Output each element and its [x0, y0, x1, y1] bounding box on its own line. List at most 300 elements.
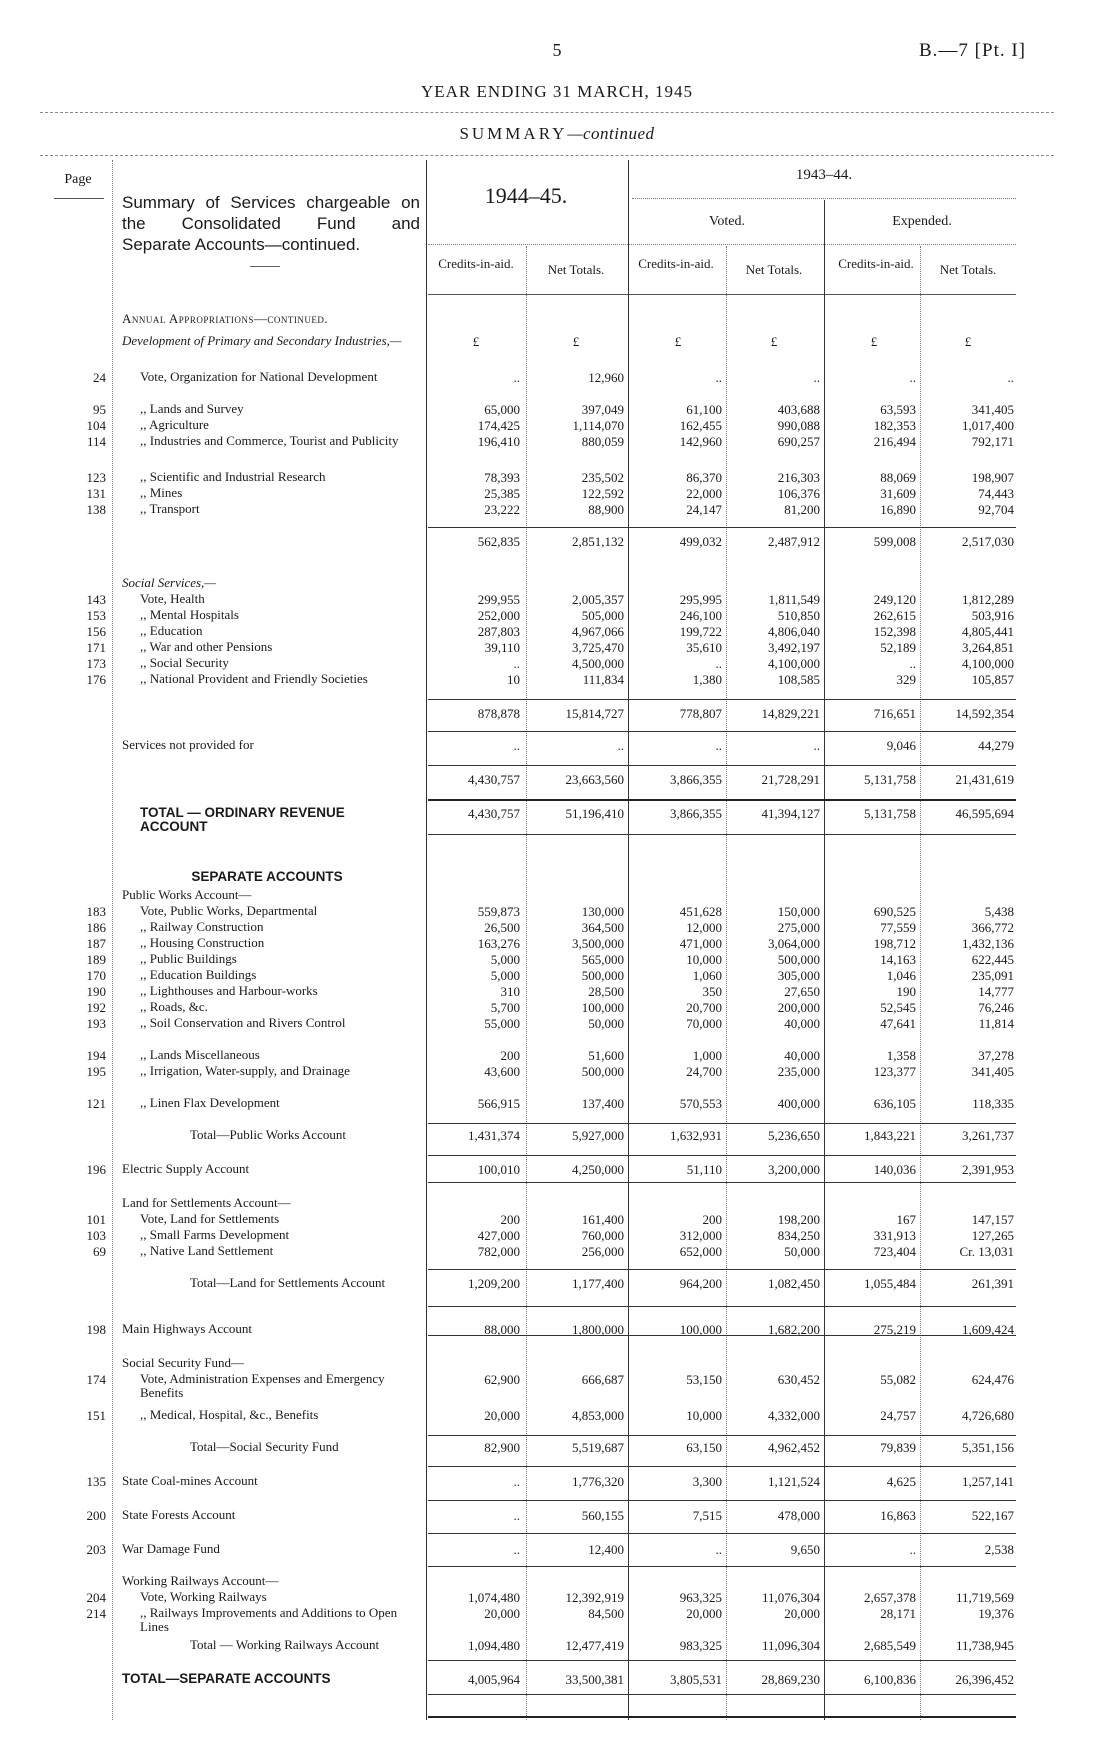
- row-value-col-4: 990,088: [777, 418, 820, 433]
- row-value-col-5: ..: [909, 656, 916, 671]
- row-value-col-3: 86,370: [686, 470, 722, 485]
- row-value-col-2: 2,005,357: [572, 592, 624, 607]
- row-value-col-5: ..: [909, 370, 916, 385]
- row-value-col-2: ..: [617, 738, 624, 753]
- total-rule: [428, 1269, 1016, 1270]
- row-value-col-6: 2,538: [984, 1542, 1014, 1557]
- total-rule: [428, 1716, 1016, 1718]
- row-value-col-3: 1,000: [692, 1048, 722, 1063]
- row-value-col-2: 4,853,000: [572, 1408, 624, 1423]
- row-page-ref: 189: [86, 952, 106, 967]
- row-value-col-5: 262,615: [873, 608, 916, 623]
- table-row: [0, 402, 1114, 418]
- subheader-rule: [428, 244, 1016, 245]
- row-value-col-6: 1,017,400: [962, 418, 1014, 433]
- row-value-col-2: 235,502: [581, 470, 624, 485]
- row-value-col-4: 14,829,221: [761, 706, 820, 721]
- row-value-col-3: ..: [715, 656, 722, 671]
- row-value-col-6: 341,405: [971, 1064, 1014, 1079]
- row-value-col-3: 22,000: [686, 486, 722, 501]
- row-value-col-5: 690,525: [873, 904, 916, 919]
- row-description-education-buildings: ,, Education Buildings: [140, 967, 257, 982]
- row-value-col-2: 364,500: [581, 920, 624, 935]
- table-row: [0, 640, 1114, 656]
- total-rule: [428, 765, 1016, 766]
- row-value-col-4: 11,076,304: [761, 1590, 820, 1605]
- row-value-col-1: 559,873: [477, 904, 520, 919]
- table-row: [0, 1228, 1114, 1244]
- row-value-col-1: 20,000: [484, 1408, 520, 1423]
- row-value-col-1: 39,110: [484, 640, 520, 655]
- row-value-col-4: 1,121,524: [768, 1474, 820, 1489]
- table-row: [0, 706, 1114, 722]
- row-value-col-3: 12,000: [686, 920, 722, 935]
- row-description-lands-and-survey: ,, Lands and Survey: [140, 401, 244, 416]
- row-value-col-1: 200: [500, 1212, 520, 1227]
- row-value-col-5: 182,353: [873, 418, 916, 433]
- row-page-ref: 200: [86, 1508, 106, 1523]
- row-description-lands-miscellaneous: ,, Lands Miscellaneous: [140, 1047, 260, 1062]
- row-value-col-3: 499,032: [679, 534, 722, 549]
- row-value-col-4: 216,303: [777, 470, 820, 485]
- row-value-col-3: 652,000: [679, 1244, 722, 1259]
- row-page-ref: 203: [86, 1542, 106, 1557]
- row-value-col-2: 12,960: [588, 370, 624, 385]
- row-value-col-3: 1,060: [692, 968, 722, 983]
- row-value-col-3: 53,150: [686, 1372, 722, 1387]
- row-value-col-1: 20,000: [484, 1606, 520, 1621]
- row-value-col-4: 4,332,000: [768, 1408, 820, 1423]
- row-value-col-5: 5,131,758: [864, 772, 916, 787]
- row-value-col-1: 299,955: [477, 592, 520, 607]
- row-value-col-4: 3,200,000: [768, 1162, 820, 1177]
- row-value-col-2: 1,177,400: [572, 1276, 624, 1291]
- row-value-col-6: 44,279: [978, 738, 1014, 753]
- row-value-col-6: 341,405: [971, 402, 1014, 417]
- row-value-col-4: 150,000: [777, 904, 820, 919]
- row-value-col-6: 4,805,441: [962, 624, 1014, 639]
- row-value-col-1: 4,430,757: [468, 772, 520, 787]
- row-value-col-3: 1,632,931: [670, 1128, 722, 1143]
- row-value-col-2: 256,000: [581, 1244, 624, 1259]
- row-description-national-provident-and-friendly-societie: ,, National Provident and Friendly Societies: [140, 671, 368, 686]
- row-value-col-5: 88,069: [880, 470, 916, 485]
- row-value-col-6: 26,396,452: [955, 1672, 1014, 1687]
- row-page-ref: 193: [86, 1016, 106, 1031]
- row-value-col-2: 84,500: [588, 1606, 624, 1621]
- row-value-col-6: 92,704: [978, 502, 1014, 517]
- row-value-col-3: 70,000: [686, 1016, 722, 1031]
- row-page-ref: 143: [86, 592, 106, 607]
- row-value-col-1: 196,410: [477, 434, 520, 449]
- row-value-col-4: 20,000: [784, 1606, 820, 1621]
- row-value-col-5: 198,712: [873, 936, 916, 951]
- row-description-social-security-fund: Social Security Fund—: [122, 1355, 245, 1370]
- summary-title: SUMMARY—continued: [459, 124, 655, 143]
- table-row: [0, 1508, 1114, 1524]
- row-value-col-6: 622,445: [971, 952, 1014, 967]
- row-value-col-2: 560,155: [581, 1508, 624, 1523]
- row-value-col-6: 4,726,680: [962, 1408, 1014, 1423]
- row-page-ref: 192: [86, 1000, 106, 1015]
- row-page-ref: 101: [86, 1212, 106, 1227]
- total-rule: [428, 1533, 1016, 1534]
- row-page-ref: 123: [86, 470, 106, 485]
- row-value-col-1: 25,385: [484, 486, 520, 501]
- row-description-social-services: Social Services,—: [122, 575, 216, 590]
- row-value-col-1: 310: [500, 984, 520, 999]
- row-value-col-2: 880,059: [581, 434, 624, 449]
- year-title: YEAR ENDING 31 MARCH, 1945: [420, 82, 694, 101]
- row-value-col-5: 329: [896, 672, 916, 687]
- row-description-vote-administration-expenses-and-emergen: Vote, Administration Expenses and Emergency Benefits: [140, 1371, 385, 1400]
- row-value-col-3: 20,000: [686, 1606, 722, 1621]
- row-value-col-3: 20,700: [686, 1000, 722, 1015]
- row-page-ref: 195: [86, 1064, 106, 1079]
- row-value-col-3: 963,325: [679, 1590, 722, 1605]
- row-description-medical-hospital-c-benefits: ,, Medical, Hospital, &c., Benefits: [140, 1407, 319, 1422]
- row-description-annual-appropriations-continued: Annual Appropriations—continued.: [122, 311, 329, 326]
- row-value-col-1: 5,000: [490, 952, 520, 967]
- row-value-col-2: 137,400: [581, 1096, 624, 1111]
- row-page-ref: 194: [86, 1048, 106, 1063]
- row-value-col-6: 261,391: [971, 1276, 1014, 1291]
- row-value-col-1: 88,000: [484, 1322, 520, 1337]
- header-bottom-rule: [428, 294, 1016, 295]
- row-value-col-5: 14,163: [880, 952, 916, 967]
- row-description-electric-supply-account: Electric Supply Account: [122, 1161, 250, 1176]
- row-value-col-5: 79,839: [880, 1440, 916, 1455]
- row-value-col-4: 834,250: [777, 1228, 820, 1243]
- table-row: [0, 1590, 1114, 1606]
- row-description-small-farms-development: ,, Small Farms Development: [140, 1227, 290, 1242]
- row-value-col-2: 760,000: [581, 1228, 624, 1243]
- row-value-col-6: 198,907: [971, 470, 1014, 485]
- row-value-col-4: 4,806,040: [768, 624, 820, 639]
- row-value-col-1: 4,005,964: [468, 1672, 520, 1687]
- row-value-col-6: 46,595,694: [955, 806, 1014, 821]
- row-value-col-3: 3,866,355: [670, 806, 722, 821]
- row-page-ref: 187: [86, 936, 106, 951]
- row-value-col-2: 88,900: [588, 502, 624, 517]
- table-row: [0, 1276, 1114, 1292]
- row-page-ref: 196: [86, 1162, 106, 1177]
- row-value-col-5: 2,657,378: [864, 1590, 916, 1605]
- row-value-col-1: 252,000: [477, 608, 520, 623]
- row-value-col-3: ..: [715, 1542, 722, 1557]
- voted-header: Voted.: [709, 214, 745, 229]
- row-value-col-5: 9,046: [886, 738, 916, 753]
- row-value-col-1: 100,010: [477, 1162, 520, 1177]
- row-value-col-2: 4,500,000: [572, 656, 624, 671]
- row-page-ref: 95: [93, 402, 106, 417]
- row-page-ref: 214: [86, 1606, 106, 1621]
- row-value-col-4: ..: [813, 370, 820, 385]
- row-value-col-1: 200: [500, 1048, 520, 1063]
- row-description-scientific-and-industrial-research: ,, Scientific and Industrial Research: [140, 469, 326, 484]
- table-row: [0, 470, 1114, 486]
- row-value-col-2: 50,000: [588, 1016, 624, 1031]
- table-row: [0, 1356, 1114, 1372]
- row-value-col-3: 3,805,531: [670, 1672, 722, 1687]
- row-value-col-6: 14,592,354: [955, 706, 1014, 721]
- row-value-col-1: 878,878: [477, 706, 520, 721]
- row-value-col-1: 1,074,480: [468, 1590, 520, 1605]
- row-value-col-4: 41,394,127: [761, 806, 820, 821]
- row-value-col-3: 7,515: [692, 1508, 722, 1523]
- row-page-ref: 186: [86, 920, 106, 935]
- row-value-col-5: 599,008: [873, 534, 916, 549]
- row-value-col-3: 162,455: [679, 418, 722, 433]
- row-value-col-6: 37,278: [978, 1048, 1014, 1063]
- credits-header-voted: Credits-in-aid.: [638, 256, 714, 271]
- row-value-col-4: 305,000: [777, 968, 820, 983]
- row-value-col-2: 23,663,560: [565, 772, 624, 787]
- row-value-col-1: ..: [513, 1474, 520, 1489]
- row-value-col-4: 40,000: [784, 1016, 820, 1031]
- top-divider: [40, 112, 1054, 113]
- row-value-col-1: 287,803: [477, 624, 520, 639]
- row-description-industries-and-commerce-tourist-and-publ: ,, Industries and Commerce, Tourist and Publicity: [140, 433, 399, 448]
- row-value-col-6: 76,246: [978, 1000, 1014, 1015]
- row-value-col-4: 478,000: [777, 1508, 820, 1523]
- row-value-col-6: 118,335: [972, 1096, 1014, 1111]
- row-value-col-1: 1,431,374: [468, 1128, 520, 1143]
- row-page-ref: 104: [86, 418, 106, 433]
- row-description-mental-hospitals: ,, Mental Hospitals: [140, 607, 239, 622]
- row-value-col-5: 4,625: [886, 1474, 916, 1489]
- row-value-col-3: 24,147: [686, 502, 722, 517]
- row-value-col-6: 366,772: [971, 920, 1014, 935]
- row-value-col-2: 15,814,727: [565, 706, 624, 721]
- row-description-total-working-railways-account: Total — Working Railways Account: [190, 1637, 380, 1652]
- row-value-col-6: 1,432,136: [962, 936, 1014, 951]
- row-description-state-coal-mines-account: State Coal-mines Account: [122, 1473, 258, 1488]
- row-value-col-6: 127,265: [971, 1228, 1014, 1243]
- row-value-col-5: 249,120: [873, 592, 916, 607]
- row-value-col-4: 630,452: [777, 1372, 820, 1387]
- row-value-col-3: 61,100: [686, 402, 722, 417]
- row-value-col-1: ..: [513, 656, 520, 671]
- row-value-col-4: 28,869,230: [761, 1672, 820, 1687]
- row-value-col-2: 111,834: [582, 672, 624, 687]
- row-page-ref: 173: [86, 656, 106, 671]
- row-value-col-3: 51,110: [686, 1162, 722, 1177]
- row-value-col-2: 397,049: [581, 402, 624, 417]
- row-value-col-1: 163,276: [477, 936, 520, 951]
- row-page-ref: 131: [86, 486, 106, 501]
- row-value-col-3: 471,000: [679, 936, 722, 951]
- row-value-col-5: 16,890: [880, 502, 916, 517]
- row-description-land-for-settlements-account: Land for Settlements Account—: [122, 1195, 291, 1210]
- row-page-ref: 103: [86, 1228, 106, 1243]
- row-value-col-6: 522,167: [971, 1508, 1014, 1523]
- row-value-col-4: 108,585: [777, 672, 820, 687]
- row-value-col-1: 1,209,200: [468, 1276, 520, 1291]
- row-value-col-3: 3,866,355: [670, 772, 722, 787]
- row-page-ref: 170: [86, 968, 106, 983]
- row-description-total-land-for-settlements-account: Total—Land for Settlements Account: [190, 1275, 386, 1290]
- document-reference: B.—7 [Pt. I]: [919, 40, 1026, 61]
- row-description-main-highways-account: Main Highways Account: [122, 1321, 252, 1336]
- row-value-col-1: ..: [513, 738, 520, 753]
- row-value-col-3: 63,150: [686, 1440, 722, 1455]
- row-value-col-5: 636,105: [873, 1096, 916, 1111]
- row-value-col-6: 235,091: [971, 968, 1014, 983]
- row-value-col-1: 65,000: [484, 402, 520, 417]
- page-number: 5: [552, 40, 562, 60]
- row-value-col-2: 2,851,132: [572, 534, 624, 549]
- row-value-col-5: 716,651: [873, 706, 916, 721]
- row-value-col-2: 500,000: [581, 968, 624, 983]
- total-rule: [428, 1466, 1016, 1467]
- total-rule: [428, 1306, 1016, 1307]
- row-value-col-2: 51,196,410: [565, 806, 624, 821]
- row-value-col-5: 28,171: [880, 1606, 916, 1621]
- table-row: [0, 624, 1114, 640]
- row-value-col-1: 174,425: [477, 418, 520, 433]
- row-value-col-5: 55,082: [880, 1372, 916, 1387]
- row-value-col-6: 792,171: [971, 434, 1014, 449]
- total-rule: [428, 834, 1016, 835]
- row-value-col-4: £: [770, 334, 778, 349]
- table-row: [0, 1096, 1114, 1112]
- row-value-col-2: 161,400: [581, 1212, 624, 1227]
- expended-header: Expended.: [892, 214, 952, 229]
- row-value-col-5: ..: [909, 1542, 916, 1557]
- row-description-agriculture: ,, Agriculture: [140, 417, 209, 432]
- row-value-col-5: 152,398: [873, 624, 916, 639]
- row-value-col-6: 105,857: [971, 672, 1014, 687]
- row-value-col-4: 4,962,452: [768, 1440, 820, 1455]
- row-value-col-2: £: [572, 334, 580, 349]
- row-value-col-5: 216,494: [873, 434, 916, 449]
- row-value-col-3: 10,000: [686, 952, 722, 967]
- row-value-col-1: 43,600: [484, 1064, 520, 1079]
- row-value-col-4: 690,257: [777, 434, 820, 449]
- page-header-underline: [54, 198, 104, 199]
- row-value-col-4: 27,650: [784, 984, 820, 999]
- row-description-vote-organization-for-national-developme: Vote, Organization for National Development: [140, 369, 378, 384]
- table-row: [0, 418, 1114, 434]
- table-row: [0, 592, 1114, 608]
- row-page-ref: 153: [86, 608, 106, 623]
- row-value-col-2: 12,477,419: [565, 1638, 624, 1653]
- row-value-col-4: 1,811,549: [768, 592, 820, 607]
- row-value-col-3: ..: [715, 738, 722, 753]
- row-value-col-4: 40,000: [784, 1048, 820, 1063]
- row-value-col-1: 82,900: [484, 1440, 520, 1455]
- row-description-total-public-works-account: Total—Public Works Account: [190, 1127, 346, 1142]
- table-row: [0, 904, 1114, 920]
- total-rule: [428, 1660, 1016, 1661]
- table-row: [0, 370, 1114, 386]
- row-page-ref: 121: [86, 1096, 106, 1111]
- row-value-col-3: 35,610: [686, 640, 722, 655]
- row-value-col-2: 3,500,000: [572, 936, 624, 951]
- row-value-col-6: 74,443: [978, 486, 1014, 501]
- row-value-col-5: 123,377: [873, 1064, 916, 1079]
- row-value-col-2: 1,114,070: [572, 418, 624, 433]
- table-row: [0, 984, 1114, 1000]
- row-page-ref: 190: [86, 984, 106, 999]
- row-value-col-4: 3,064,000: [768, 936, 820, 951]
- credits-header-expended: Credits-in-aid.: [838, 256, 914, 271]
- row-description-lighthouses-and-harbour-works: ,, Lighthouses and Harbour-works: [140, 983, 318, 998]
- row-description-transport: ,, Transport: [140, 501, 200, 516]
- row-value-col-3: 295,995: [679, 592, 722, 607]
- row-value-col-5: 77,559: [880, 920, 916, 935]
- table-row: [0, 1371, 1114, 1400]
- row-value-col-5: 31,609: [880, 486, 916, 501]
- row-page-ref: 156: [86, 624, 106, 639]
- total-rule: [428, 527, 1016, 528]
- row-value-col-5: 190: [896, 984, 916, 999]
- row-value-col-1: 1,094,480: [468, 1638, 520, 1653]
- row-description-vote-land-for-settlements: Vote, Land for Settlements: [140, 1211, 280, 1226]
- table-row: [0, 920, 1114, 936]
- row-value-col-5: 16,863: [880, 1508, 916, 1523]
- row-value-col-4: 403,688: [777, 402, 820, 417]
- row-value-col-5: 52,545: [880, 1000, 916, 1015]
- row-value-col-1: 566,915: [477, 1096, 520, 1111]
- total-rule: [428, 799, 1016, 801]
- row-value-col-2: 565,000: [581, 952, 624, 967]
- net-totals-header-expended: Net Totals.: [939, 262, 997, 277]
- row-value-col-6: 3,261,737: [962, 1128, 1014, 1143]
- row-description-public-buildings: ,, Public Buildings: [140, 951, 237, 966]
- table-row: [0, 576, 1114, 592]
- row-value-col-2: 12,392,919: [565, 1590, 624, 1605]
- row-description-war-and-other-pensions: ,, War and other Pensions: [140, 639, 273, 654]
- total-rule: [428, 1566, 1016, 1567]
- table-row: [0, 805, 1114, 834]
- total-rule: [428, 1335, 1016, 1336]
- summary-divider: [40, 155, 1054, 156]
- year-header-rule: [632, 198, 1016, 199]
- row-description-public-works-account: Public Works Account—: [122, 887, 252, 902]
- row-value-col-3: 246,100: [679, 608, 722, 623]
- net-totals-header-voted: Net Totals.: [745, 262, 803, 277]
- row-value-col-4: 4,100,000: [768, 656, 820, 671]
- row-value-col-4: 200,000: [777, 1000, 820, 1015]
- row-value-col-3: 964,200: [679, 1276, 722, 1291]
- net-totals-header-1944: Net Totals.: [547, 262, 605, 277]
- row-value-col-5: 1,358: [886, 1048, 916, 1063]
- row-value-col-6: 5,351,156: [962, 1440, 1014, 1455]
- row-value-col-2: 28,500: [588, 984, 624, 999]
- row-value-col-1: 5,000: [490, 968, 520, 983]
- row-value-col-6: Cr. 13,031: [959, 1244, 1014, 1259]
- row-value-col-4: ..: [813, 738, 820, 753]
- table-row: [0, 1162, 1114, 1178]
- row-value-col-1: ..: [513, 370, 520, 385]
- row-page-ref: 174: [86, 1372, 106, 1387]
- row-value-col-4: 50,000: [784, 1244, 820, 1259]
- total-rule: [428, 1500, 1016, 1501]
- table-row: [0, 1064, 1114, 1080]
- row-description-linen-flax-development: ,, Linen Flax Development: [140, 1095, 280, 1110]
- row-value-col-5: 1,046: [886, 968, 916, 983]
- row-value-col-5: 140,036: [873, 1162, 916, 1177]
- row-page-ref: 114: [86, 434, 106, 449]
- row-value-col-1: 4,430,757: [468, 806, 520, 821]
- table-row: [0, 486, 1114, 502]
- total-rule: [428, 1155, 1016, 1156]
- row-value-col-4: 21,728,291: [761, 772, 820, 787]
- row-value-col-4: 1,082,450: [768, 1276, 820, 1291]
- table-row: [0, 1474, 1114, 1490]
